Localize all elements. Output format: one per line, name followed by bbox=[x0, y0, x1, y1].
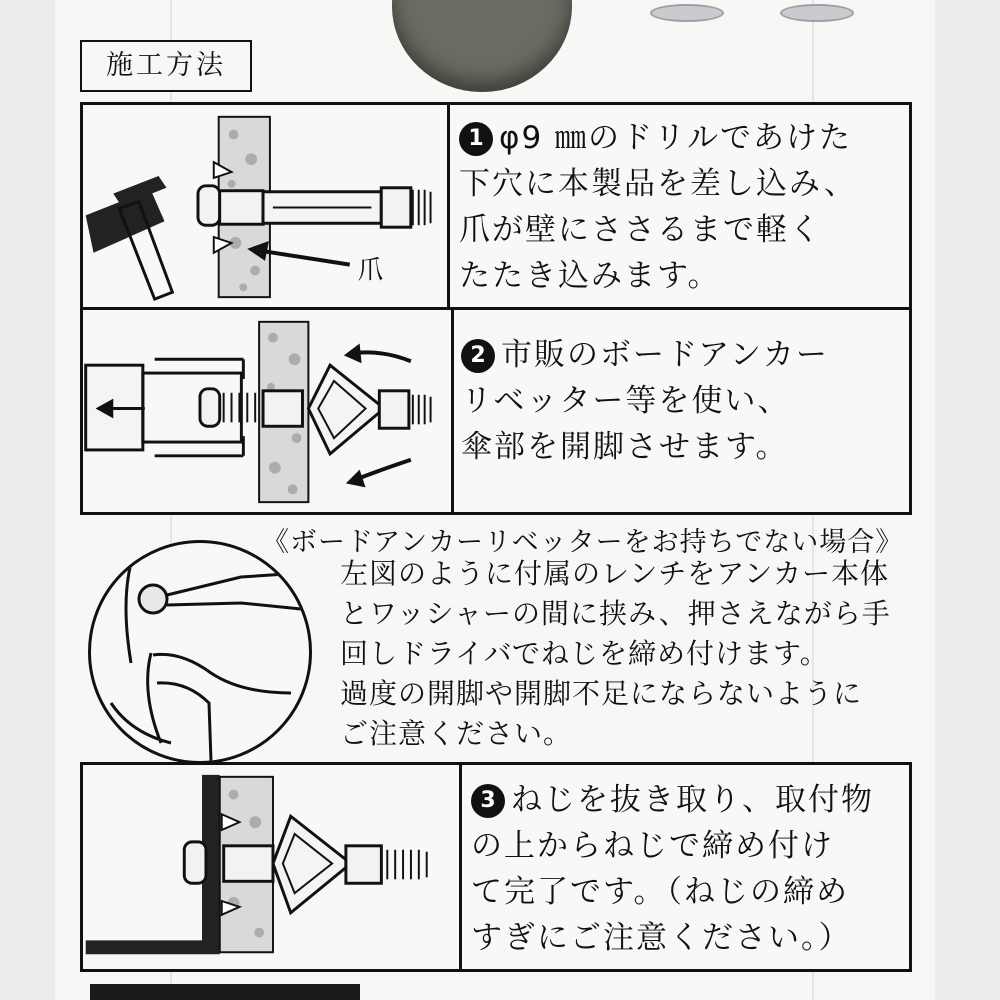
step-1-text bbox=[459, 115, 857, 299]
note-line: 左図のように付属のレンチをアンカー本体 bbox=[340, 557, 890, 590]
step-number-badge: 3 bbox=[471, 784, 505, 818]
step-divider bbox=[459, 765, 462, 969]
step-line: たたき込みます。 bbox=[459, 258, 721, 294]
caution-label-strip bbox=[90, 984, 360, 1000]
section-title: 施工方法 bbox=[80, 40, 252, 92]
step-2-text bbox=[461, 332, 829, 470]
note-line: ご注意ください。 bbox=[340, 717, 573, 750]
step-line: ねじを抜き取り、取付物 bbox=[511, 782, 874, 818]
inset-illustration bbox=[88, 540, 312, 764]
step-line: の上からねじで締め付け bbox=[471, 828, 834, 864]
note-line: 過度の開脚や開脚不足にならないように bbox=[340, 677, 863, 710]
step-1-diagram bbox=[83, 105, 447, 307]
step-line: 下穴に本製品を差し込み、 bbox=[459, 166, 857, 202]
step-divider bbox=[447, 105, 450, 307]
step-3-text bbox=[471, 777, 874, 961]
step-number-badge: 2 bbox=[461, 339, 495, 373]
step-1-box bbox=[80, 102, 912, 310]
note-line: 回しドライバでねじを締め付けます。 bbox=[340, 637, 829, 670]
step-3-box bbox=[80, 762, 912, 972]
step-line: φ9 ㎜のドリルであけた bbox=[499, 120, 853, 156]
staple bbox=[650, 4, 724, 22]
step-3-diagram bbox=[83, 765, 459, 969]
step-number-badge: 1 bbox=[459, 122, 493, 156]
step-line: 爪が壁にささるまで軽く bbox=[459, 212, 822, 248]
step-line: て完了です。（ねじの締め bbox=[471, 874, 850, 910]
step-line: すぎにご注意ください。） bbox=[471, 920, 852, 956]
claw-label: 爪 bbox=[357, 255, 384, 286]
step-divider bbox=[451, 310, 454, 512]
step-2-diagram bbox=[83, 310, 451, 512]
step-2-box bbox=[80, 307, 912, 515]
note-line: とワッシャーの間に挟み、押さえながら手 bbox=[340, 597, 891, 630]
staple bbox=[780, 4, 854, 22]
step-line: 市販のボードアンカー bbox=[501, 337, 829, 373]
step-line: 傘部を開脚させます。 bbox=[461, 429, 789, 465]
note-title: 《ボードアンカーリベッターをお持ちでない場合》 bbox=[262, 527, 904, 558]
step-line: リベッター等を使い、 bbox=[461, 383, 791, 419]
